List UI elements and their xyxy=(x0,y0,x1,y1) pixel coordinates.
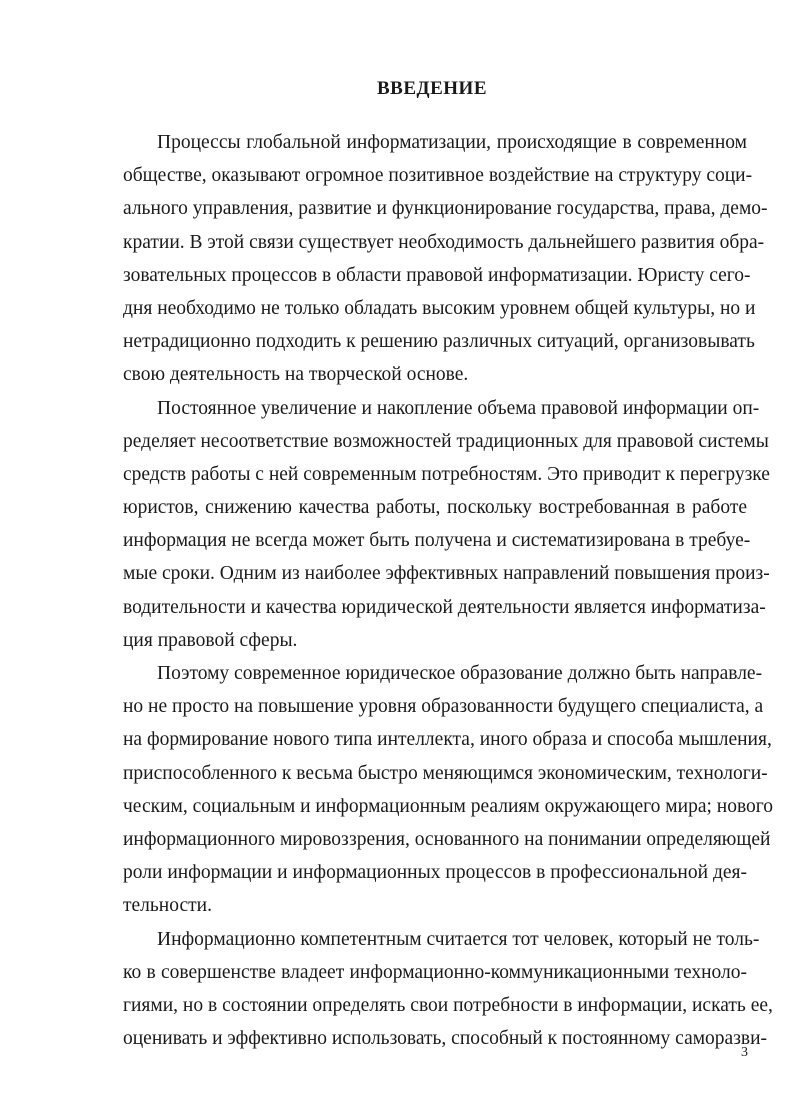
text-line: информационного мировоззрения, основанного на понимании определяющей xyxy=(123,828,771,850)
text-line: ределяет несоответствие возможностей традиционных для правовой системы xyxy=(123,430,769,452)
text-line: тельности. xyxy=(123,895,212,917)
page-number: 3 xyxy=(741,1045,748,1060)
text-line: ческим, социальным и информационным реалиям окружающего мира; нового xyxy=(123,795,774,817)
text-line: Постоянное увеличение и накопление объема правовой информации оп- xyxy=(157,397,760,419)
text-line: Информационно компетентным считается тот человек, который не толь- xyxy=(157,928,760,950)
text-line: информация не всегда может быть получена и систематизирована в требуе- xyxy=(123,530,751,552)
text-line: роли информации и информационных процессов в профессиональной дея- xyxy=(123,862,747,884)
text-line: юристов, снижению качества работы, поскольку востребованная в работе xyxy=(123,497,747,519)
body-text xyxy=(123,126,774,1055)
text-line: Поэтому современное юридическое образование должно быть направле- xyxy=(157,663,763,684)
text-line: оценивать и эффективно использовать, способный к постоянному саморазви- xyxy=(123,1028,768,1050)
text-line: кратии. В этой связи существует необходимость дальнейшего развития обра- xyxy=(123,231,765,253)
paragraph xyxy=(123,923,773,1056)
text-line: приспособленного к весьма быстро меняющимся экономическим, технологи- xyxy=(123,762,768,784)
text-line: ция правовой сферы. xyxy=(123,629,298,651)
text-line: на формирование нового типа интеллекта, иного образа и способа мышления, xyxy=(123,729,772,751)
text-line: средств работы с ней современным потребностям. Это приводит к перегрузке xyxy=(123,463,770,485)
text-line: дня необходимо не только обладать высоким уровнем общей культуры, но и xyxy=(123,297,756,319)
text-line: Процессы глобальной информатизации, происходящие в современном xyxy=(157,132,747,153)
paragraph xyxy=(123,657,774,923)
paragraph xyxy=(123,392,770,658)
text-line: водительности и качества юридической деятельности является информатиза- xyxy=(123,596,766,618)
text-line: ального управления, развитие и функционирование государства, права, демо- xyxy=(123,198,768,220)
paragraph xyxy=(123,126,768,392)
text-line: ко в совершенстве владеет информационно-коммуникационными техноло- xyxy=(123,961,747,983)
text-line: мые сроки. Одним из наиболее эффективных направлений повышения произ- xyxy=(123,563,770,585)
page-title: ВВЕДЕНИЕ xyxy=(377,78,487,99)
text-line: обществе, оказывают огромное позитивное воздействие на структуру соци- xyxy=(123,165,753,187)
text-line: нетрадиционно подходить к решению различных ситуаций, организовывать xyxy=(123,331,755,353)
text-line: свою деятельность на творческой основе. xyxy=(123,364,469,386)
text-line: гиями, но в состоянии определять свои потребности в информации, искать ее, xyxy=(123,994,773,1016)
text-line: но не просто на повышение уровня образованности будущего специалиста, а xyxy=(123,696,764,718)
text-line: зовательных процессов в области правовой информатизации. Юристу сего- xyxy=(123,264,751,286)
